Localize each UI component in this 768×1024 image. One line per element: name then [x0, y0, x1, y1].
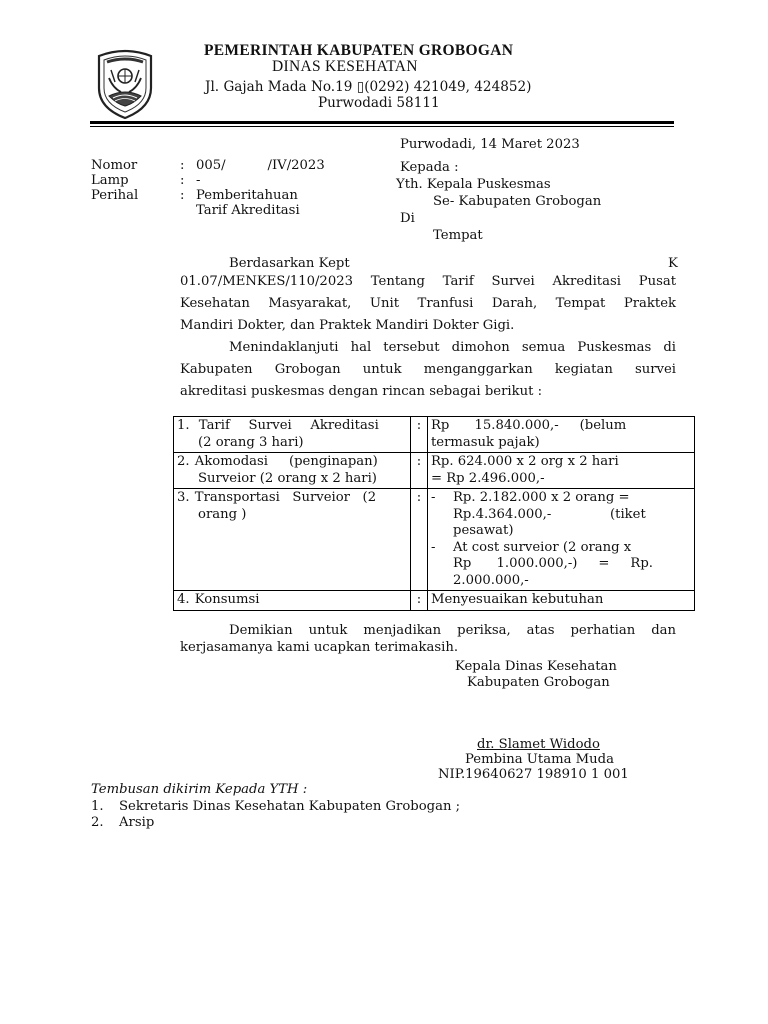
bullet: -	[431, 490, 436, 505]
body-p2-line1: Menindaklanjuti hal tersebut dimohon semua Puskesmas di	[229, 340, 676, 355]
signatory-name: dr. Slamet Widodo	[477, 737, 600, 752]
table-cell-sep	[411, 591, 428, 611]
table-cell-sep	[411, 417, 428, 453]
item-line2: (2 orang 3 hari)	[198, 434, 304, 450]
value-line1: Rp 15.840.000,- (belum	[431, 418, 627, 433]
cc-item-number: 1.	[91, 799, 104, 814]
tempat-label: Tempat	[433, 228, 483, 243]
nomor-value: 005/ /IV/2023	[196, 158, 325, 173]
cc-item-number: 2.	[91, 815, 104, 830]
signatory-rank: Pembina Utama Muda	[465, 752, 614, 767]
cc-item-text: Arsip	[119, 815, 155, 830]
kepada-label: Kepada :	[400, 160, 459, 175]
table-cell-sep	[411, 453, 428, 489]
table-row	[174, 417, 695, 453]
nomor-label: Nomor	[91, 158, 138, 173]
sub1-line3: pesawat)	[453, 523, 514, 538]
letterhead-rule-thin	[90, 126, 674, 127]
letterhead-subtitle: DINAS KESEHATAN	[272, 58, 418, 75]
bullet: -	[431, 539, 436, 555]
lamp-value: -	[196, 173, 201, 188]
grobogan-coat-of-arms-logo	[93, 48, 157, 120]
item-line1: Tarif Survei Akreditasi	[198, 418, 379, 433]
di-label: Di	[400, 211, 415, 226]
letterhead-city: Purwodadi 58111	[318, 95, 440, 111]
signatory-title-2: Kabupaten Grobogan	[467, 675, 610, 690]
tariff-table	[173, 416, 695, 611]
table-cell-item	[174, 591, 411, 611]
table-cell-item	[174, 489, 411, 591]
cc-heading: Tembusan dikirim Kepada YTH :	[91, 782, 308, 797]
table-cell-item	[174, 453, 411, 489]
row-separator: :	[416, 592, 422, 607]
row-separator: :	[416, 490, 422, 505]
signatory-nip: NIP.19640627 198910 1 001	[438, 767, 629, 782]
table-cell-value	[428, 489, 695, 591]
item-line2: Surveior (2 orang x 2 hari)	[198, 470, 377, 486]
item-line2: orang )	[198, 506, 247, 522]
value-line2: termasuk pajak)	[431, 434, 540, 450]
closing-line2: kerjasamanya kami ucapkan terimakasih.	[180, 640, 459, 655]
perihal-line2: Tarif Akreditasi	[196, 203, 300, 218]
table-row	[174, 489, 695, 591]
table-row	[174, 453, 695, 489]
place-date: Purwodadi, 14 Maret 2023	[400, 137, 580, 152]
closing-line1: Demikian untuk menjadikan periksa, atas perhatian dan	[229, 623, 676, 638]
nomor-colon: :	[180, 158, 185, 173]
value-line1: Rp. 624.000 x 2 org x 2 hari	[431, 454, 619, 469]
row-number: 4.	[177, 592, 190, 607]
row-number: 2.	[177, 454, 190, 469]
letterhead-title: PEMERINTAH KABUPATEN GROBOGAN	[204, 42, 514, 59]
value-line2: = Rp 2.496.000,-	[431, 470, 545, 486]
item-line1: Konsumsi	[194, 592, 260, 607]
signatory-title-1: Kepala Dinas Kesehatan	[455, 659, 617, 674]
body-p1-line1-left: Berdasarkan Kept	[229, 256, 350, 271]
perihal-line1: Pemberitahuan	[196, 188, 298, 203]
row-separator: :	[416, 454, 422, 469]
letterhead-address: Jl. Gajah Mada No.19 ▯(0292) 421049, 424852)	[205, 79, 532, 95]
table-cell-sep	[411, 489, 428, 591]
perihal-colon: :	[180, 188, 185, 203]
sub1-line1: Rp. 2.182.000 x 2 orang =	[453, 490, 630, 505]
body-p1-line4: Mandiri Dokter, dan Praktek Mandiri Dokter Gigi.	[180, 318, 515, 333]
table-cell-value	[428, 417, 695, 453]
body-p2-line2: Kabupaten Grobogan untuk menganggarkan kegiatan survei	[180, 362, 676, 377]
table-cell-item	[174, 417, 411, 453]
recipient-line: Yth. Kepala Puskesmas	[396, 177, 551, 192]
recipient-area: Se- Kabupaten Grobogan	[433, 194, 602, 209]
body-p2-line3: akreditasi puskesmas dengan rincan sebagai berikut :	[180, 384, 543, 399]
perihal-label: Perihal	[91, 188, 139, 203]
lamp-colon: :	[180, 173, 185, 188]
sub2-line2: Rp 1.000.000,-) = Rp.	[453, 556, 653, 571]
letterhead-rule-thick	[90, 121, 674, 124]
item-line1: Akomodasi (penginapan)	[194, 454, 378, 469]
table-row	[174, 591, 695, 611]
row-number: 3.	[177, 490, 190, 505]
table-cell-value	[428, 453, 695, 489]
body-p1-line2: 01.07/MENKES/110/2023 Tentang Tarif Survei Akreditasi Pusat	[180, 274, 676, 289]
value-line1: Menyesuaikan kebutuhan	[431, 592, 604, 607]
item-line1: Transportasi Surveior (2	[194, 490, 377, 505]
body-p1-line1-right: K	[668, 256, 678, 271]
sub1-line2: Rp.4.364.000,- (tiket	[453, 506, 646, 522]
sub2-line1: At cost surveior (2 orang x	[453, 539, 632, 555]
lamp-label: Lamp	[91, 173, 129, 188]
body-p1-line3: Kesehatan Masyarakat, Unit Tranfusi Darah, Tempat Praktek	[180, 296, 676, 311]
sub2-line3: 2.000.000,-	[453, 572, 529, 588]
cc-item-text: Sekretaris Dinas Kesehatan Kabupaten Grobogan ;	[119, 799, 461, 814]
table-cell-value	[428, 591, 695, 611]
row-number: 1.	[177, 418, 190, 433]
row-separator: :	[416, 418, 422, 433]
